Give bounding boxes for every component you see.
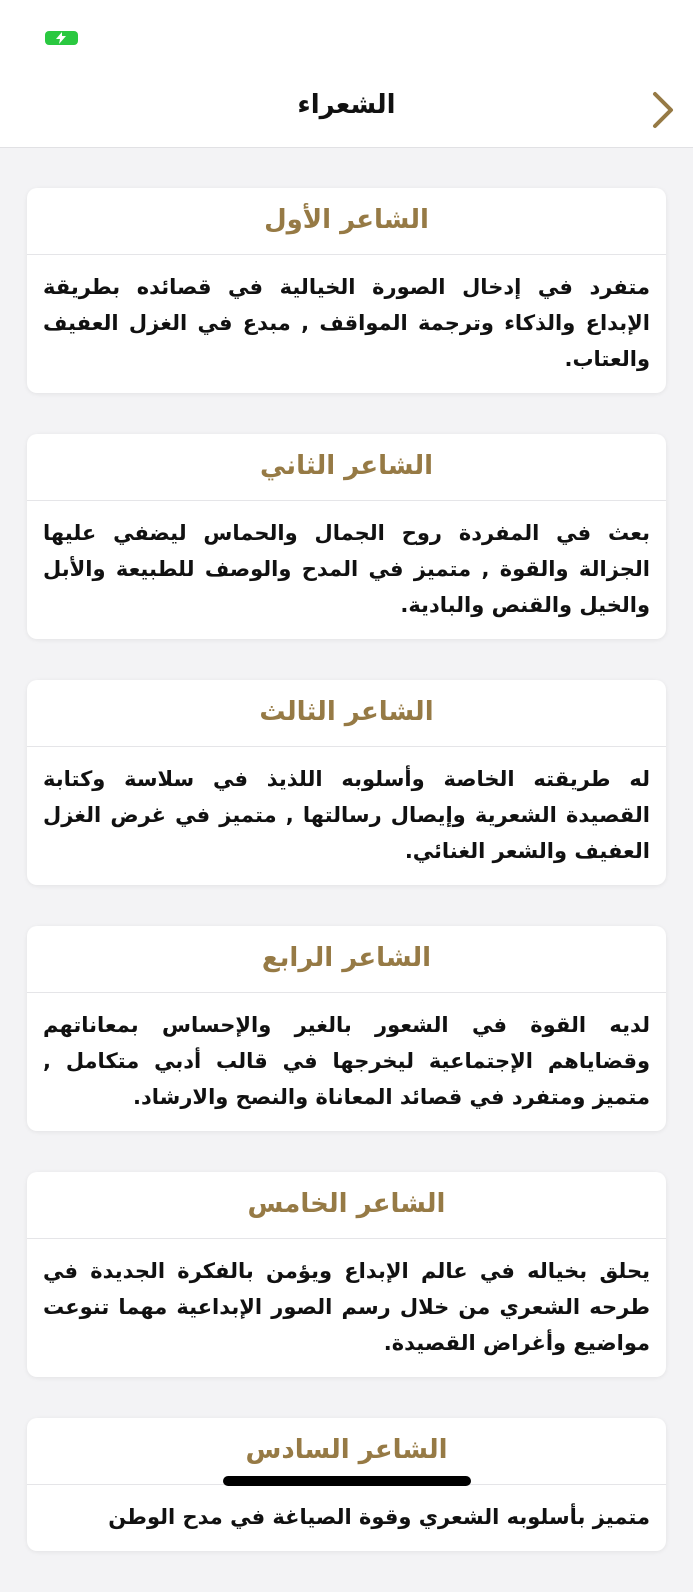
poet-description: يحلق بخياله في عالم الإبداع ويؤمن بالفكرة الجديدة في طرحه الشعري من خلال رسم الصور الإبداعية مهما تنوعت مواضيع وأغراض القصيدة. — [43, 1259, 650, 1355]
poet-name: الشاعر الخامس — [27, 1172, 666, 1239]
page-title: الشعراء — [297, 90, 396, 120]
poet-description: بعث في المفردة روح الجمال والحماس ليضفي عليها الجزالة والقوة , متميز في المدح والوصف للطبيعة والأبل والخيل والقنص والبادية. — [43, 521, 650, 617]
poet-description: متفرد في إدخال الصورة الخيالية في قصائده بطريقة الإبداع والذكاء وترجمة المواقف , مبدع في الغزل العفيف والعتاب. — [43, 275, 650, 371]
poet-name: الشاعر الأول — [27, 188, 666, 255]
home-indicator[interactable] — [223, 1476, 471, 1486]
poet-description: لديه القوة في الشعور بالغير والإحساس بمعاناتهم وقضاياهم الإجتماعية ليخرجها في قالب أدبي متكامل , متميز ومتفرد في قصائد المعاناة والنصح والارشاد. — [43, 1013, 650, 1109]
poet-card[interactable] — [27, 680, 666, 885]
poet-card[interactable] — [27, 926, 666, 1131]
poet-name: الشاعر الثالث — [27, 680, 666, 747]
poet-name: الشاعر الثاني — [27, 434, 666, 501]
poet-card[interactable] — [27, 1172, 666, 1377]
status-bar — [0, 0, 693, 72]
poet-card[interactable] — [27, 188, 666, 393]
poets-list — [27, 188, 666, 1592]
battery-charging-icon — [45, 31, 78, 45]
poet-name: الشاعر الرابع — [27, 926, 666, 993]
poet-card[interactable] — [27, 434, 666, 639]
poet-description: له طريقته الخاصة وأسلوبه اللذيذ في سلاسة وكتابة القصيدة الشعرية وإيصال رسالتها , متميز في غرض الغزل العفيف والشعر الغنائي. — [43, 767, 650, 863]
chevron-left-icon — [649, 90, 679, 130]
back-button[interactable] — [649, 90, 679, 130]
poet-name: الشاعر السادس — [27, 1418, 666, 1485]
poet-description: متميز بأسلوبه الشعري وقوة الصياغة في مدح الوطن — [108, 1505, 650, 1529]
navigation-bar — [0, 72, 693, 148]
